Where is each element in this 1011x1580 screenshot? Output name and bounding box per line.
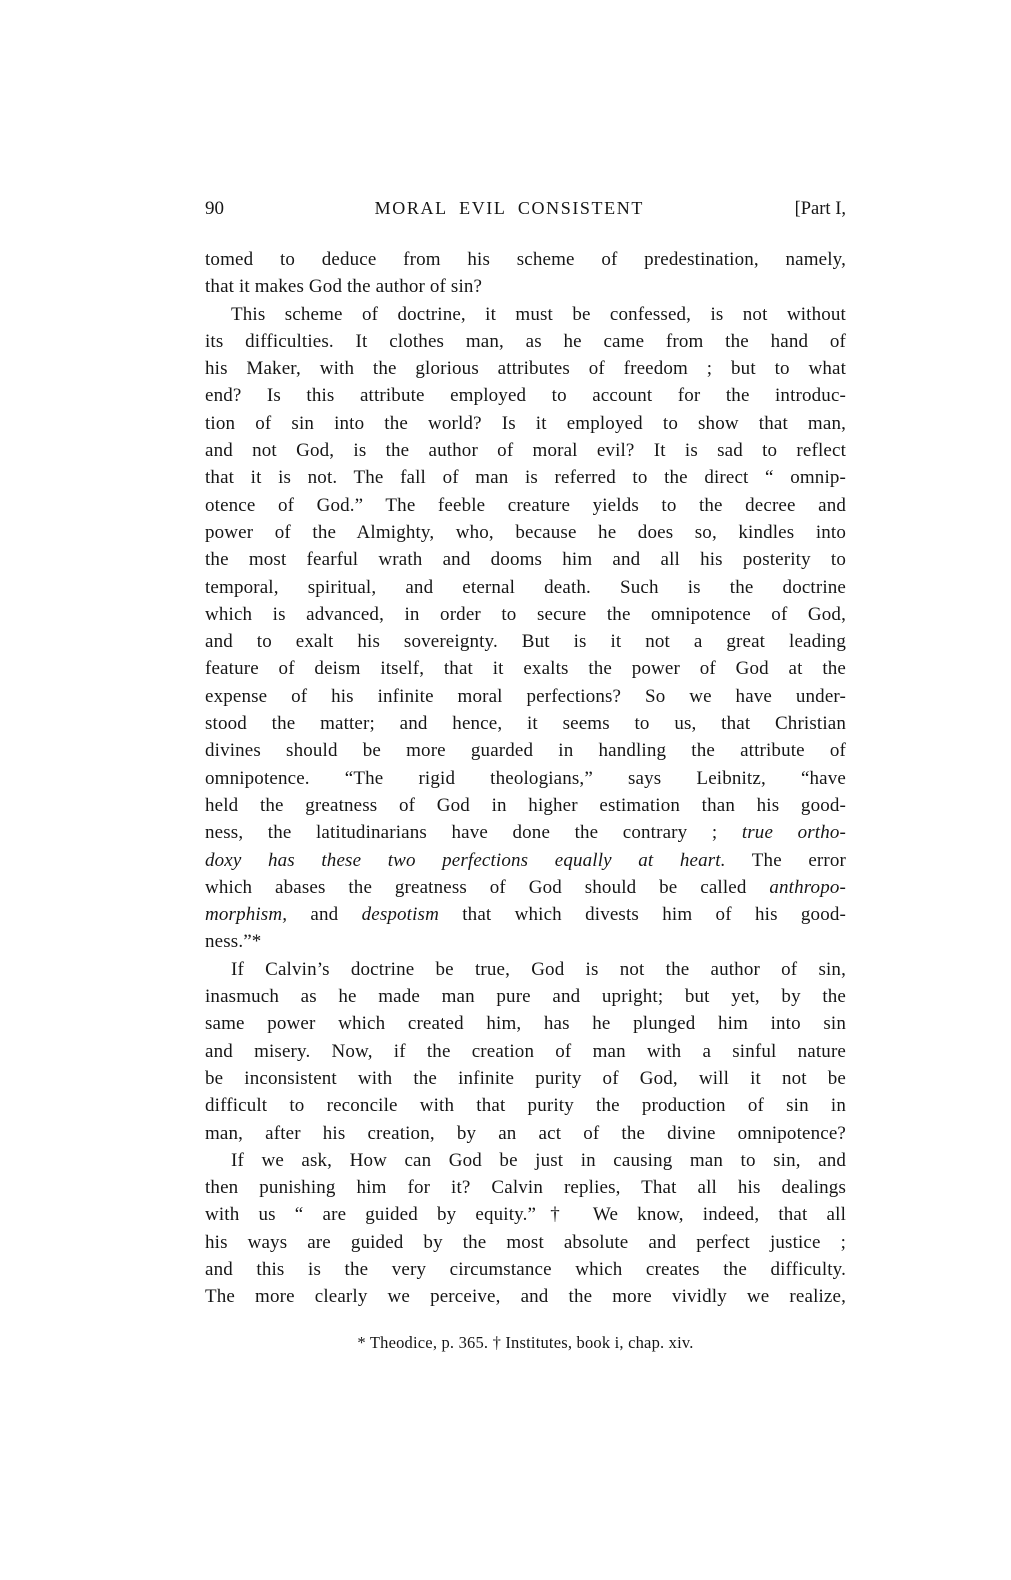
text-line: then punishing him for it? Calvin replies, That all his dealings — [205, 1177, 846, 1199]
text-line: If we ask, How can God be just in causing man to sin, and — [231, 1149, 846, 1171]
text-line: If Calvin’s doctrine be true, God is not the author of sin, — [231, 958, 846, 980]
text-line: and this is the very circumstance which creates the difficulty. — [205, 1258, 846, 1280]
running-title: MORAL EVIL CONSISTENT — [374, 198, 644, 218]
text-line: doxy has these two perfections equally at heart. The error — [205, 849, 846, 871]
text-line: expense of his infinite moral perfections? So we have under- — [205, 685, 846, 707]
page-number: 90 — [205, 198, 224, 219]
paragraph — [205, 301, 846, 956]
text-line: temporal, spiritual, and eternal death. Such is the doctrine — [205, 576, 846, 598]
text-line: morphism, and despotism that which divests him of his good- — [205, 904, 846, 926]
footnote: * Theodice, p. 365. † Institutes, book i, chap. xiv. — [357, 1332, 694, 1352]
text-line: omnipotence. “The rigid theologians,” says Leibnitz, “have — [205, 767, 846, 789]
text-line: the most fearful wrath and dooms him and all his posterity to — [205, 549, 846, 571]
text-line: stood the matter; and hence, it seems to us, that Christian — [205, 713, 846, 735]
text-line: his ways are guided by the most absolute and perfect justice ; — [205, 1231, 846, 1253]
text-line: divines should be more guarded in handling the attribute of — [205, 740, 846, 762]
text-line: that it is not. The fall of man is referred to the direct “ omnip- — [205, 467, 846, 489]
text-line: otence of God.” The feeble creature yields to the decree and — [205, 494, 846, 516]
paragraph — [205, 956, 846, 1147]
text-line: inasmuch as he made man pure and upright; but yet, by the — [205, 986, 846, 1008]
text-line: difficult to reconcile with that purity the production of sin in — [205, 1095, 846, 1117]
text-line: which abases the greatness of God should be called anthropo- — [205, 876, 846, 898]
text-line: and misery. Now, if the creation of man with a sinful nature — [205, 1040, 846, 1062]
body-text — [205, 246, 846, 1311]
text-line: This scheme of doctrine, it must be confessed, is not without — [231, 303, 846, 325]
text-line: be inconsistent with the infinite purity of God, will it not be — [205, 1067, 846, 1089]
text-line: ness, the latitudinarians have done the contrary ; true ortho- — [205, 822, 846, 844]
text-line: The more clearly we perceive, and the more vividly we realize, — [205, 1286, 846, 1308]
text-line: his Maker, with the glorious attributes of freedom ; but to what — [205, 358, 846, 380]
text-line: with us “ are guided by equity.”† We know, indeed, that all — [205, 1204, 846, 1226]
text-line: man, after his creation, by an act of the divine omnipotence? — [205, 1122, 846, 1144]
text-block — [205, 198, 846, 1353]
text-line: held the greatness of God in higher estimation than his good- — [205, 794, 846, 816]
page-header — [205, 198, 846, 222]
text-line: and not God, is the author of moral evil? It is sad to reflect — [205, 440, 846, 462]
text-line: ness.”* — [205, 931, 262, 953]
text-line: which is advanced, in order to secure the omnipotence of God, — [205, 603, 846, 625]
text-line: tomed to deduce from his scheme of predestination, namely, — [205, 249, 846, 270]
text-line: that it makes God the author of sin? — [205, 276, 483, 298]
part-label: [Part I, — [794, 199, 846, 219]
text-line: tion of sin into the world? Is it employed to show that man, — [205, 412, 846, 434]
text-line: same power which created him, has he plunged him into sin — [205, 1013, 846, 1035]
text-line: end? Is this attribute employed to account for the introduc- — [205, 385, 846, 407]
text-line: its difficulties. It clothes man, as he came from the hand of — [205, 330, 846, 352]
text-line: feature of deism itself, that it exalts the power of God at the — [205, 658, 846, 680]
text-line: and to exalt his sovereignty. But is it not a great leading — [205, 631, 846, 653]
paragraph — [205, 1147, 846, 1311]
text-line: power of the Almighty, who, because he does so, kindles into — [205, 521, 846, 543]
paragraph — [205, 246, 846, 301]
